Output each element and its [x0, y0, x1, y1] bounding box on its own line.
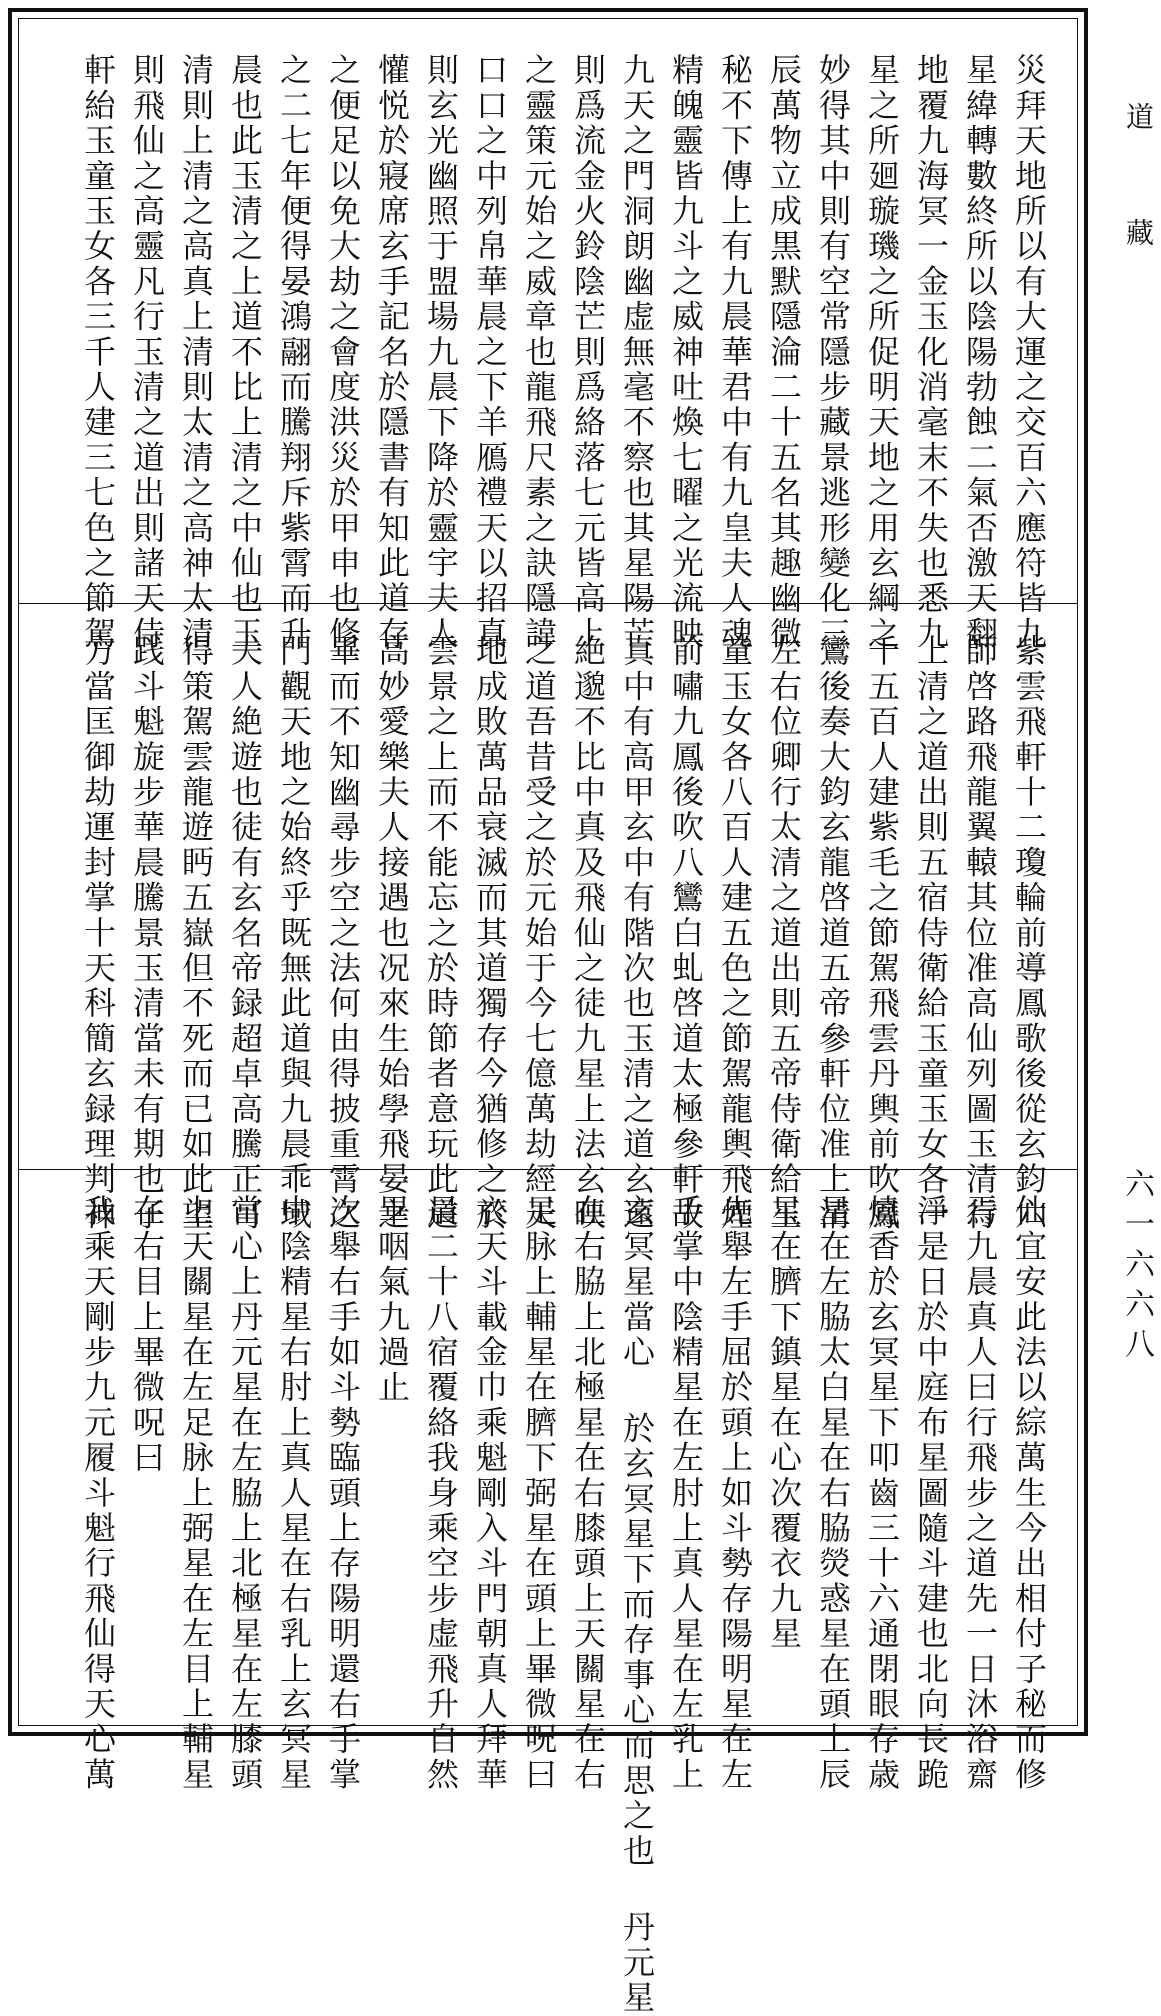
- text-column: 左右位卿行太清之道出則五帝侍衛給玉: [765, 634, 803, 1233]
- text-column: 在右目上畢微呪曰: [128, 1194, 166, 1476]
- text-column: 畢而不知幽尋步空之法何由得披重霄之: [324, 634, 362, 1233]
- text-column: 我乘天剛步九元履斗魁行飛仙得天心萬: [79, 1194, 117, 1793]
- text-column: 童玉女各八百人建五色之節駕龍輿飛煙: [716, 634, 754, 1233]
- text-column: 九天之門洞朗幽虚無毫不察也其星陽芒: [618, 53, 656, 652]
- text-column: 足脉上輔星在臍下弼星在頭上畢微呪曰: [520, 1194, 558, 1793]
- text-column: 上清之道出則五宿侍衛給玉童玉女各一: [912, 634, 950, 1233]
- text-column: 玄冥星當心 於玄冥星下而存事心而思之也 丹元星: [618, 1194, 656, 2016]
- text-column: 清則上清之高真上清則太清之高神太清: [177, 53, 215, 652]
- text-block-bottom: [73, 1194, 1053, 2016]
- text-column: 則玄光幽照于盟場九晨下降於靈宇夫人: [422, 53, 460, 652]
- text-column: 則爲流金火鈴陰芒則爲絡落七元皆高上: [569, 53, 607, 652]
- text-column: 懽悦於寢席玄手記名於隱書有知此道存: [373, 53, 411, 652]
- text-column: 紫雲飛軒十二瓊輪前導鳳歌後從玄鈞六: [1010, 634, 1048, 1233]
- text-column: 秘不下傳上有九晨華君中有九皇夫人魂: [716, 53, 754, 652]
- text-column: 星在左脇太白星在右脇熒惑星在頭上辰: [814, 1194, 852, 1793]
- text-column: 畢咽氣九過止: [373, 1194, 411, 1406]
- text-column: 妙得其中則有空常隱步藏景逃形變化三: [814, 53, 852, 652]
- text-column: 當心上丹元星在左脇上北極星在左膝頭: [226, 1194, 264, 1793]
- text-column: 星之所廻璇璣之所促明天地之用玄綱之: [863, 53, 901, 652]
- text-panel-bottom: [19, 1169, 1077, 2016]
- text-column: 之二七年便得晏鴻翮而騰翔斥紫霄而升: [275, 53, 313, 652]
- text-panel-top: [19, 19, 1077, 652]
- text-column: 晨二十八宿覆絡我身乘空步虚飛升自然: [422, 1194, 460, 1793]
- text-column: 淨是日於中庭布星圖隨斗建也北向長跪: [912, 1194, 950, 1793]
- text-column: 燒香於玄冥星下叩齒三十六通閉眼存歳: [863, 1194, 901, 1793]
- text-column: 次舉右手如斗勢臨頭上存陽明還右手掌: [324, 1194, 362, 1793]
- page-number: 六一六六八: [1119, 1168, 1154, 1368]
- text-column: 之道吾昔受之於元始于今七億萬劫經天: [520, 634, 558, 1233]
- text-column: 得策駕雲龍遊眄五嶽但不死而已如此望: [177, 634, 215, 1233]
- text-column: 絶邈不比中真及飛仙之徒九星上法玄映: [569, 634, 607, 1233]
- text-column: 真中有高甲玄中有階次也玉清之道玄遠: [618, 634, 656, 1233]
- text-column: 軒紿玉童玉女各三千人建三七色之節駕: [79, 53, 117, 652]
- text-column: 仙宜安此法以綜萬生今出相付子秘而修: [1010, 1194, 1048, 1793]
- text-column: 手掌中陰精星在左肘上真人星在左乳上: [667, 1194, 705, 1793]
- text-column: 則飛仙之高靈凡行玉清之道出則諸天侍: [128, 53, 166, 652]
- text-column: 星在臍下鎮星在心次覆衣九星: [765, 1194, 803, 1652]
- text-column: 晨也此玉清之上道不比上清之中仙也玉: [226, 53, 264, 652]
- text-column: 之便足以免大劫之會度洪災於甲申也修: [324, 53, 362, 652]
- text-column: 千五百人建紫毛之節駕飛雲丹輿前吹鳳: [863, 634, 901, 1233]
- text-column: 星緯轉數終所以陰陽勃蝕二氣否激天翻: [961, 53, 999, 652]
- text-column: 精魄靈皆九斗之威神吐煥七曜之光流映: [667, 53, 705, 652]
- text-column: 地覆九海冥一金玉化消毫末不失也悉九: [912, 53, 950, 652]
- text-column: 師啓路飛龍翼轅其位准高仙列圖玉清行: [961, 634, 999, 1233]
- page-frame-inner: [18, 18, 1078, 2016]
- text-column: 中陰精星右肘上真人星在右乳上玄冥星: [275, 1194, 313, 1793]
- text-column: 夫人絶遊也徒有玄名帝録超卓高騰正可: [226, 634, 264, 1233]
- text-column: 焉九晨真人曰行飛步之道先一日沐浴齋: [961, 1194, 999, 1793]
- text-column: 衣天斗載金巾乘魁剛入斗門朝真人拜華: [471, 1194, 509, 1793]
- text-column: 門觀天地之始終乎既無此道與九晨乖域: [275, 634, 313, 1233]
- page-frame: [8, 8, 1088, 2016]
- text-column: 災拜天地所以有大運之交百六應符皆九: [1010, 53, 1048, 652]
- text-column: 先舉左手屈於頭上如斗勢存陽明星在左: [716, 1194, 754, 1793]
- text-column: 口口之中列帛華晨之下羊鴈禮天以招真: [471, 53, 509, 652]
- text-column: 方當匡御劫運封掌十天科簡玄録理判神: [79, 634, 117, 1233]
- text-column: 地成敗萬品衰滅而其道獨存今猶修之於: [471, 634, 509, 1233]
- text-column: 雲景之上而不能忘之於時節者意玩此道: [422, 634, 460, 1233]
- text-block-middle: [73, 634, 1053, 1233]
- text-column: 前嘯九鳳後吹八鸞白虬啓道太極參軒故: [667, 634, 705, 1233]
- side-title: 道藏: [1122, 102, 1155, 334]
- text-panel-middle: [19, 603, 1077, 1233]
- text-column: 高妙愛樂夫人接遇也况來生始學飛晏之: [373, 634, 411, 1233]
- text-column: 之靈策元始之威章也龍飛尺素之訣隱諱: [520, 53, 558, 652]
- text-column: 辰萬物立成黒默隱淪二十五名其趣幽微: [765, 53, 803, 652]
- text-column: 践斗魁旋步華晨騰景玉清當未有期也子: [128, 634, 166, 1233]
- text-column: 上天關星在左足脉上弼星在左目上輔星: [177, 1194, 215, 1793]
- text-column: 在右脇上北極星在右膝頭上天關星在右: [569, 1194, 607, 1793]
- text-block-top: [73, 53, 1053, 652]
- text-column: 鸞後奏大鈞玄龍啓道五帝參軒位准上清: [814, 634, 852, 1233]
